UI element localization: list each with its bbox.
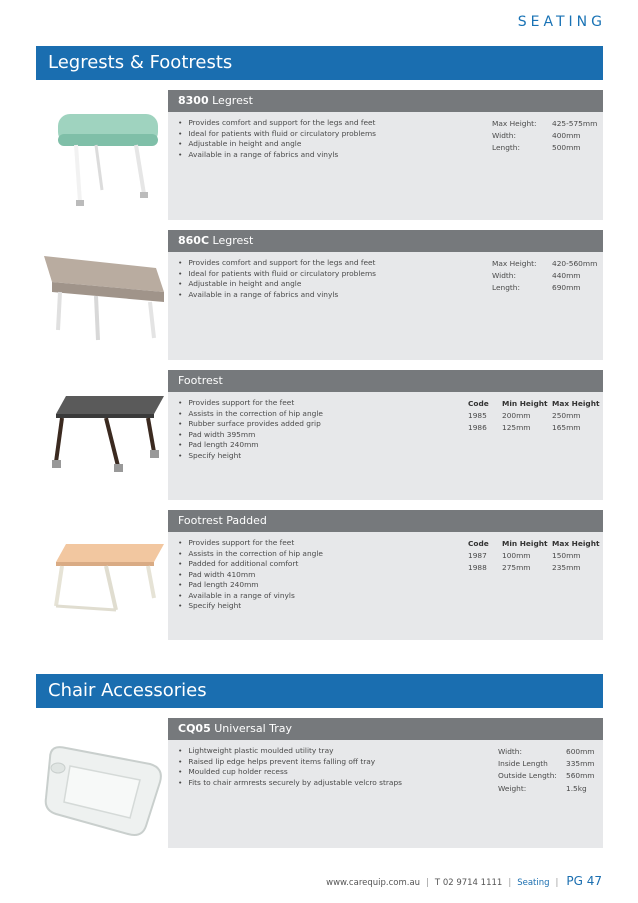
- product-card-cq05-universal-tray: [36, 718, 603, 848]
- spec-value: 560mm: [566, 771, 595, 781]
- table-cell: 235mm: [552, 563, 581, 572]
- product-card-8300-legrest: [36, 90, 603, 220]
- feature-list: [178, 398, 323, 461]
- product-card-footrest: [36, 370, 603, 500]
- spec-list: [498, 746, 616, 795]
- feature-list: [178, 746, 402, 788]
- table-cell: 150mm: [552, 551, 581, 560]
- table-row: [468, 550, 602, 562]
- height-table: [468, 398, 602, 434]
- list-item: • Assists in the correction of hip angle: [178, 409, 323, 420]
- list-item: • Ideal for patients with fluid or circulatory problems: [178, 269, 376, 280]
- website-link[interactable]: www.carequip.com.au: [326, 878, 421, 888]
- list-item: • Padded for additional comfort: [178, 559, 323, 570]
- list-item: • Assists in the correction of hip angle: [178, 549, 323, 560]
- section-title-accessories: Chair Accessories: [36, 674, 603, 708]
- product-photo: [36, 370, 168, 500]
- table-row: [468, 410, 602, 422]
- table-header: [468, 398, 602, 410]
- product-title: Footrest: [168, 370, 603, 392]
- page-number: PG 47: [566, 874, 602, 888]
- spec-value: 500mm: [552, 143, 581, 153]
- spec-label: Width:: [492, 131, 516, 141]
- spec-value: 400mm: [552, 131, 581, 141]
- list-item: • Ideal for patients with fluid or circulatory problems: [178, 129, 376, 140]
- height-table: [468, 538, 602, 574]
- list-item: • Provides comfort and support for the legs and feet: [178, 118, 376, 129]
- spec-value: 440mm: [552, 271, 581, 281]
- column-header: Code: [468, 399, 489, 408]
- tray-icon: [36, 718, 168, 848]
- list-item: • Specify height: [178, 601, 323, 612]
- spec-label: Length:: [492, 283, 520, 293]
- product-title: CQ05 Universal Tray: [168, 718, 603, 740]
- legrest-icon: [36, 230, 168, 360]
- spec-value: 420-560mm: [552, 259, 598, 268]
- list-item: • Available in a range of fabrics and vinyls: [178, 290, 376, 301]
- table-row: [468, 422, 602, 434]
- phone-number: T 02 9714 1111: [434, 878, 503, 888]
- page-section-header: SEATING: [517, 14, 606, 30]
- section-title-legrests: Legrests & Footrests: [36, 46, 603, 80]
- table-cell: 1988: [468, 563, 487, 572]
- list-item: • Provides support for the feet: [178, 398, 323, 409]
- table-cell: 165mm: [552, 423, 581, 432]
- column-header: Code: [468, 539, 489, 548]
- legrest-icon: [36, 90, 168, 220]
- column-header: Min Height: [502, 539, 548, 548]
- list-item: • Rubber surface provides added grip: [178, 419, 323, 430]
- spec-label: Width:: [498, 747, 522, 756]
- list-item: • Available in a range of fabrics and vinyls: [178, 150, 376, 161]
- spec-value: 600mm: [566, 747, 595, 756]
- table-cell: 275mm: [502, 563, 531, 572]
- page-footer: www.carequip.com.au | T 02 9714 1111 | Seating | PG 47: [326, 874, 602, 888]
- list-item: • Moulded cup holder recess: [178, 767, 402, 778]
- table-header: [468, 538, 602, 550]
- spec-list: [492, 118, 602, 155]
- table-row: [468, 562, 602, 574]
- spec-label: Length:: [492, 143, 520, 153]
- footrest-icon: [36, 370, 168, 500]
- spec-list: [492, 258, 602, 295]
- list-item: • Pad length 240mm: [178, 440, 323, 451]
- column-header: Max Height: [552, 539, 600, 548]
- spec-label: Max Height:: [492, 259, 537, 268]
- list-item: • Lightweight plastic moulded utility tray: [178, 746, 402, 757]
- product-photo: [36, 718, 168, 848]
- table-cell: 250mm: [552, 411, 581, 420]
- spec-value: 690mm: [552, 283, 581, 293]
- product-card-860c-legrest: [36, 230, 603, 360]
- spec-label: Weight:: [498, 783, 527, 793]
- product-photo: [36, 90, 168, 220]
- spec-label: Width:: [492, 271, 516, 281]
- table-cell: 1986: [468, 423, 487, 432]
- list-item: • Pad length 240mm: [178, 580, 323, 591]
- spec-value: 425-575mm: [552, 119, 598, 128]
- product-title: 8300 Legrest: [168, 90, 603, 112]
- product-title: 860C Legrest: [168, 230, 603, 252]
- footrest-padded-icon: [36, 510, 168, 640]
- column-header: Max Height: [552, 399, 600, 408]
- list-item: • Available in a range of vinyls: [178, 591, 323, 602]
- spec-value: 335mm: [566, 759, 595, 769]
- feature-list: [178, 538, 323, 612]
- feature-list: [178, 258, 376, 300]
- table-cell: 200mm: [502, 411, 531, 420]
- feature-list: [178, 118, 376, 160]
- column-header: Min Height: [502, 399, 548, 408]
- list-item: • Pad width 410mm: [178, 570, 323, 581]
- list-item: • Pad width 395mm: [178, 430, 323, 441]
- table-cell: 1985: [468, 411, 487, 420]
- product-title: Footrest Padded: [168, 510, 603, 532]
- footer-section-name: Seating: [517, 878, 550, 888]
- list-item: • Fits to chair armrests securely by adjustable velcro straps: [178, 778, 402, 789]
- list-item: • Provides comfort and support for the legs and feet: [178, 258, 376, 269]
- spec-label: Outside Length:: [498, 771, 557, 781]
- list-item: • Adjustable in height and angle: [178, 139, 376, 150]
- table-cell: 100mm: [502, 551, 531, 560]
- product-photo: [36, 230, 168, 360]
- spec-label: Inside Length: [498, 759, 548, 769]
- spec-label: Max Height:: [492, 119, 537, 128]
- table-cell: 1987: [468, 551, 487, 560]
- list-item: • Provides support for the feet: [178, 538, 323, 549]
- list-item: • Adjustable in height and angle: [178, 279, 376, 290]
- table-cell: 125mm: [502, 423, 531, 432]
- list-item: • Raised lip edge helps prevent items falling off tray: [178, 757, 402, 768]
- list-item: • Specify height: [178, 451, 323, 462]
- product-card-footrest-padded: [36, 510, 603, 640]
- product-photo: [36, 510, 168, 640]
- spec-value: 1.5kg: [566, 783, 587, 793]
